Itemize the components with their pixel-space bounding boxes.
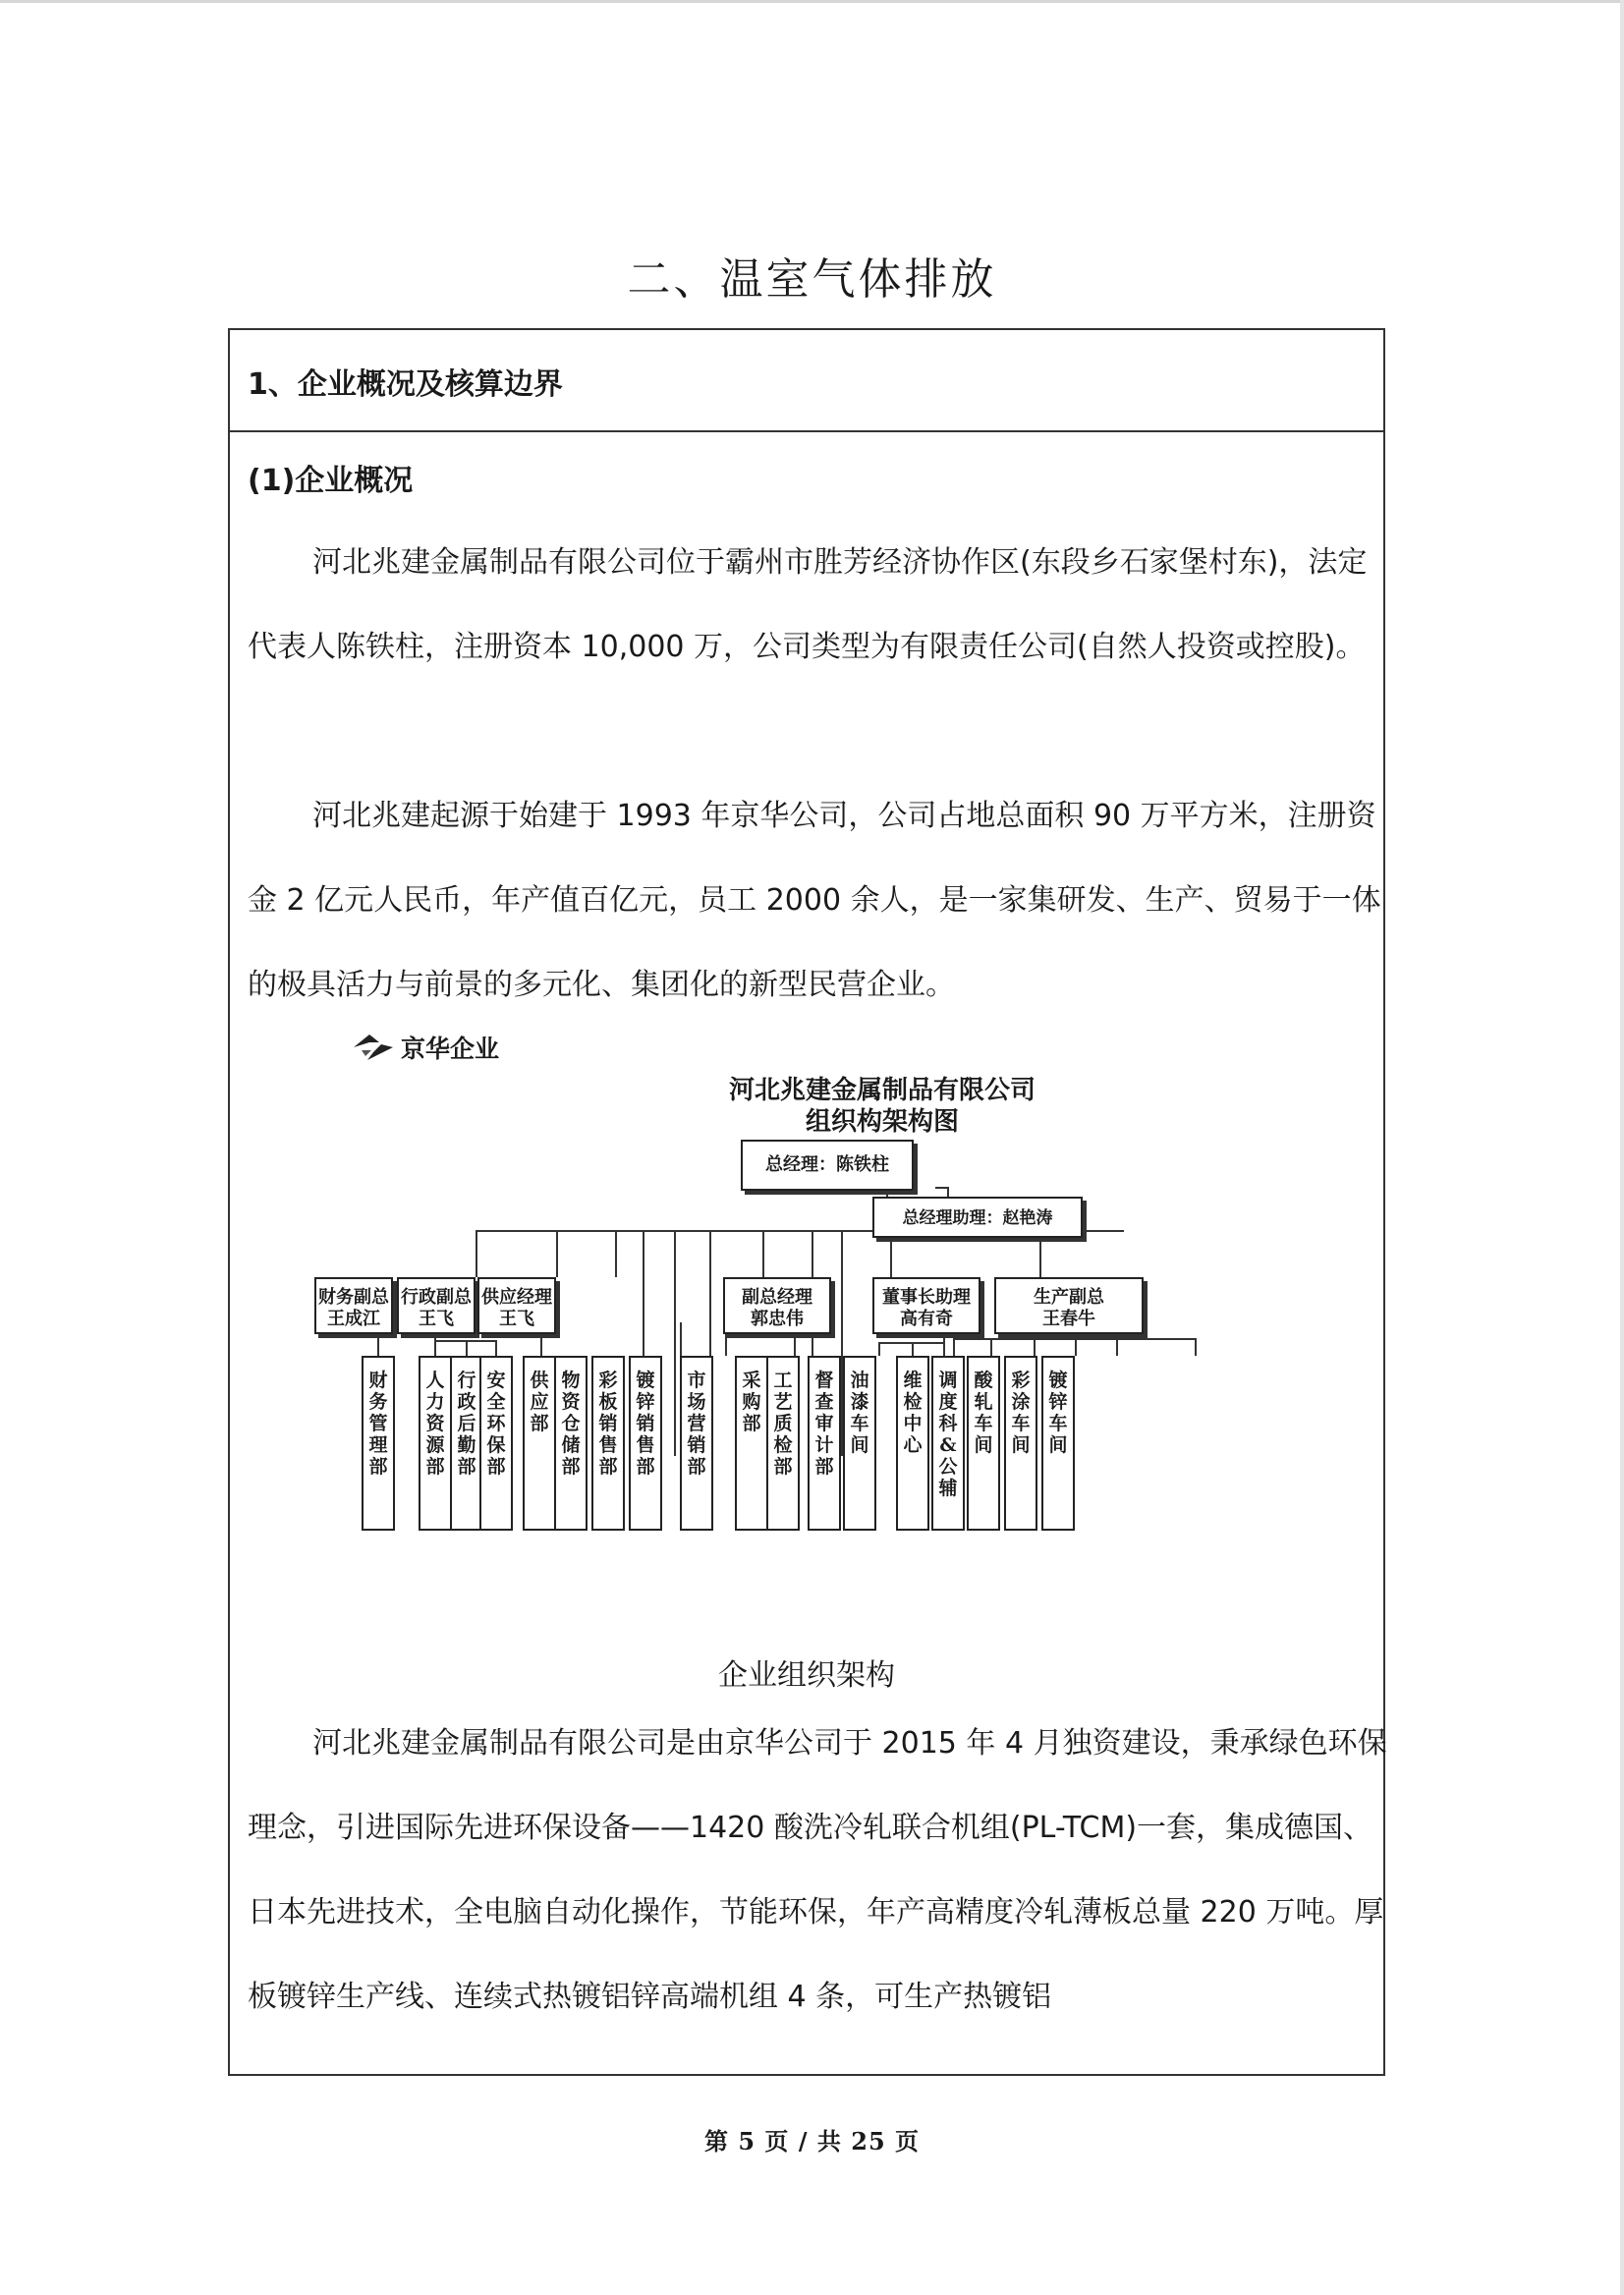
manager-box-supply: 供应经理 王飞: [477, 1277, 556, 1334]
connector-line: [434, 1340, 436, 1356]
org-chart: [312, 1018, 1295, 1588]
manager-box-deputy-gm: 副总经理 郭忠伟: [723, 1277, 831, 1334]
section-heading: 1、企业概况及核算边界: [248, 367, 563, 402]
connector-line: [680, 1322, 682, 1356]
subsection-heading: (1)企业概况: [248, 464, 414, 498]
connector-line: [912, 1342, 914, 1356]
connector-line: [495, 1340, 497, 1356]
connector-line: [1034, 1338, 1036, 1356]
dept-warehouse: 物资仓储部: [554, 1356, 588, 1531]
dept-maintenance: 维检中心: [896, 1356, 929, 1531]
gm-assistant-box: 总经理助理：赵艳涛: [872, 1197, 1083, 1238]
connector-line: [762, 1230, 764, 1277]
dept-dispatch: 调度科&公辅: [931, 1356, 965, 1531]
dept-galvanizing: 镀锌车间: [1041, 1356, 1075, 1531]
content-frame: [228, 328, 1385, 2076]
connector-line: [878, 1342, 880, 1356]
manager-box-admin: 行政副总 王飞: [397, 1277, 476, 1334]
connector-line: [990, 1338, 992, 1356]
connector-line: [556, 1230, 558, 1277]
page-top-edge: [0, 0, 1621, 3]
manager-box-finance: 财务副总 王成江: [314, 1277, 393, 1334]
page-footer: 第 5 页 / 共 25 页: [704, 2127, 920, 2155]
manager-box-production: 生产副总 王春牛: [994, 1277, 1144, 1334]
manager-box-chairman-assistant: 董事长助理 高有奇: [872, 1277, 980, 1334]
org-chart-subtitle: 组织构架构图: [805, 1107, 959, 1137]
connector-line: [674, 1230, 676, 1456]
org-chart-title: 河北兆建金属制品有限公司: [728, 1076, 1036, 1105]
connector-line: [476, 1230, 477, 1277]
connector-line: [466, 1340, 468, 1356]
dept-audit: 督查审计部: [808, 1356, 841, 1531]
paragraph-investment: 河北兆建金属制品有限公司是由京华公司于 2015 年 4 月独资建设，秉承绿色环保理念，引进国际先进环保设备——1420 酸洗冷轧联合机组(PL-TCM)一套，集成德国、日本先进技术，全电脑自动化操作，节能环保，年产高精度冷轧薄板总量 220 万吨。厚板镀锌生产线、连续式热镀铝锌高端机组 4 条，可生产热镀铝: [248, 1726, 1387, 2014]
dept-process-qc: 工艺质检部: [766, 1356, 800, 1531]
connector-line: [878, 1342, 943, 1344]
dept-paint-workshop: 油漆车间: [843, 1356, 876, 1531]
dept-hr: 人力资源部: [419, 1356, 452, 1531]
dept-admin-logistics: 行政后勤部: [450, 1356, 483, 1531]
section-header: [230, 330, 1383, 432]
logo-icon: [352, 1033, 395, 1062]
company-logo: [352, 1030, 499, 1065]
dept-color-sales: 彩板销售部: [591, 1356, 625, 1531]
paragraph-history: 河北兆建起源于始建于 1993 年京华公司，公司占地总面积 90 万平方米，注册资金 2 亿元人民币，年产值百亿元，员工 2000 余人，是一家集研发、生产、贸易于一体的极具活力与前景的多元化、集团化的新型民营企业。: [248, 799, 1381, 1002]
page-title: 二、温室气体排放: [627, 254, 997, 305]
dept-finance: 财务管理部: [362, 1356, 395, 1531]
connector-line: [1075, 1338, 1077, 1356]
connector-line: [1116, 1338, 1118, 1356]
logo-text: 京华企业: [401, 1035, 500, 1063]
dept-color-coating: 彩涂车间: [1004, 1356, 1037, 1531]
dept-purchasing: 采购部: [735, 1356, 768, 1531]
connector-line: [1195, 1338, 1197, 1356]
connector-line: [953, 1338, 955, 1356]
dept-marketing: 市场营销部: [680, 1356, 713, 1531]
dept-pickling: 酸轧车间: [967, 1356, 1000, 1531]
paragraph-overview: 河北兆建金属制品有限公司位于霸州市胜芳经济协作区(东段乡石家堡村东)，法定代表人陈铁柱，注册资本 10,000 万，公司类型为有限责任公司(自然人投资或控股)。: [248, 545, 1368, 664]
dept-supply: 供应部: [523, 1356, 556, 1531]
connector-line: [615, 1230, 617, 1277]
dept-safety-env: 安全环保部: [479, 1356, 513, 1531]
dept-galvanized-sales: 镀锌销售部: [629, 1356, 662, 1531]
gm-box: 总经理：陈铁柱: [741, 1140, 914, 1191]
page-right-edge: [1620, 0, 1624, 2295]
org-chart-caption: 企业组织架构: [718, 1658, 895, 1693]
